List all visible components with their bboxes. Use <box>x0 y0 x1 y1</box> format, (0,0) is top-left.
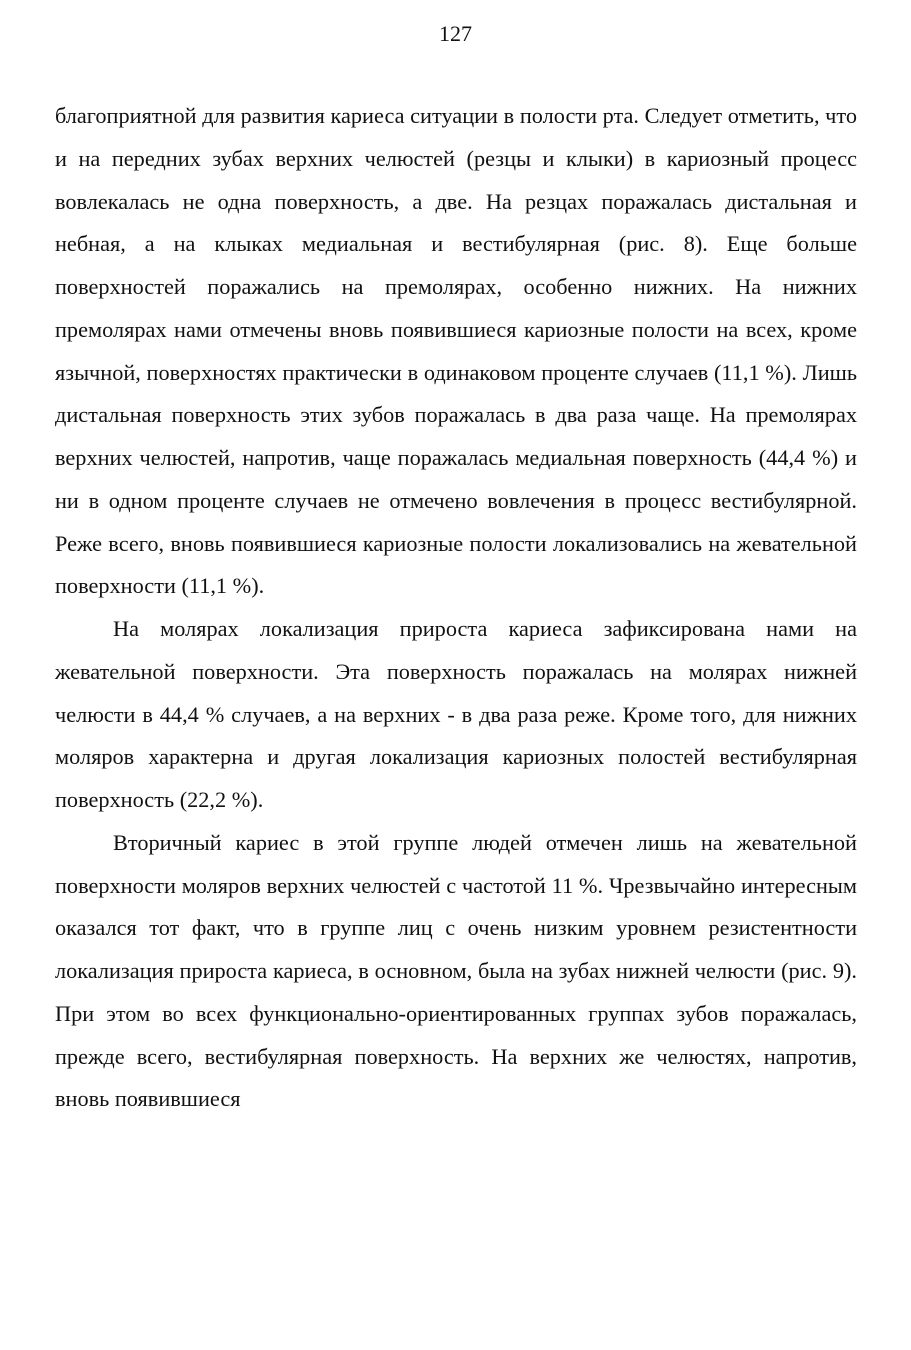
paragraph-3: Вторичный кариес в этой группе людей отмечен лишь на жевательной поверхности моляров верхних челюстей с частотой 11 %. Чрезвычайно интересным оказался тот факт, что в группе лиц с очень низким уровнем резистентности локализация прироста кариеса, в основном, была на зубах нижней челюсти (рис. 9). При этом во всех функционально-ориентированных группах зубов поражалась, прежде всего, вестибулярная поверхность. На верхних же челюстях, напротив, вновь появившиеся <box>55 829 857 1112</box>
document-body <box>55 95 857 1121</box>
paragraph-1: благоприятной для развития кариеса ситуации в полости рта. Следует отметить, что и на передних зубах верхних челюстей (резцы и клыки) в кариозный процесс вовлекалась не одна поверхность, а две. На резцах поражалась дистальная и небная, а на клыках медиальная и вестибулярная (рис. 8). Еще больше поверхностей поражались на премолярах, особенно нижних. На нижних премолярах нами отмечены вновь появившиеся кариозные полости на всех, кроме язычной, поверхностях практически в одинаковом проценте случаев (11,1 %). Лишь дистальная поверхность этих зубов поражалась в два раза чаще. На премолярах верхних челюстей, напротив, чаще поражалась медиальная поверхность (44,4 %) и ни в одном проценте случаев не отмечено вовлечения в процесс вестибулярной. Реже всего, вновь появившиеся кариозные полости локализовались на жевательной поверхности (11,1 %). <box>55 103 857 599</box>
page-number: 127 <box>439 21 472 46</box>
paragraph-2: На молярах локализация прироста кариеса зафиксирована нами на жевательной поверхности. Эта поверхность поражалась на молярах нижней челюсти в 44,4 % случаев, а на верхних - в два раза реже. Кроме того, для нижних моляров характерна и другая локализация кариозных полостей вестибулярная поверхность (22,2 %). <box>55 616 857 812</box>
